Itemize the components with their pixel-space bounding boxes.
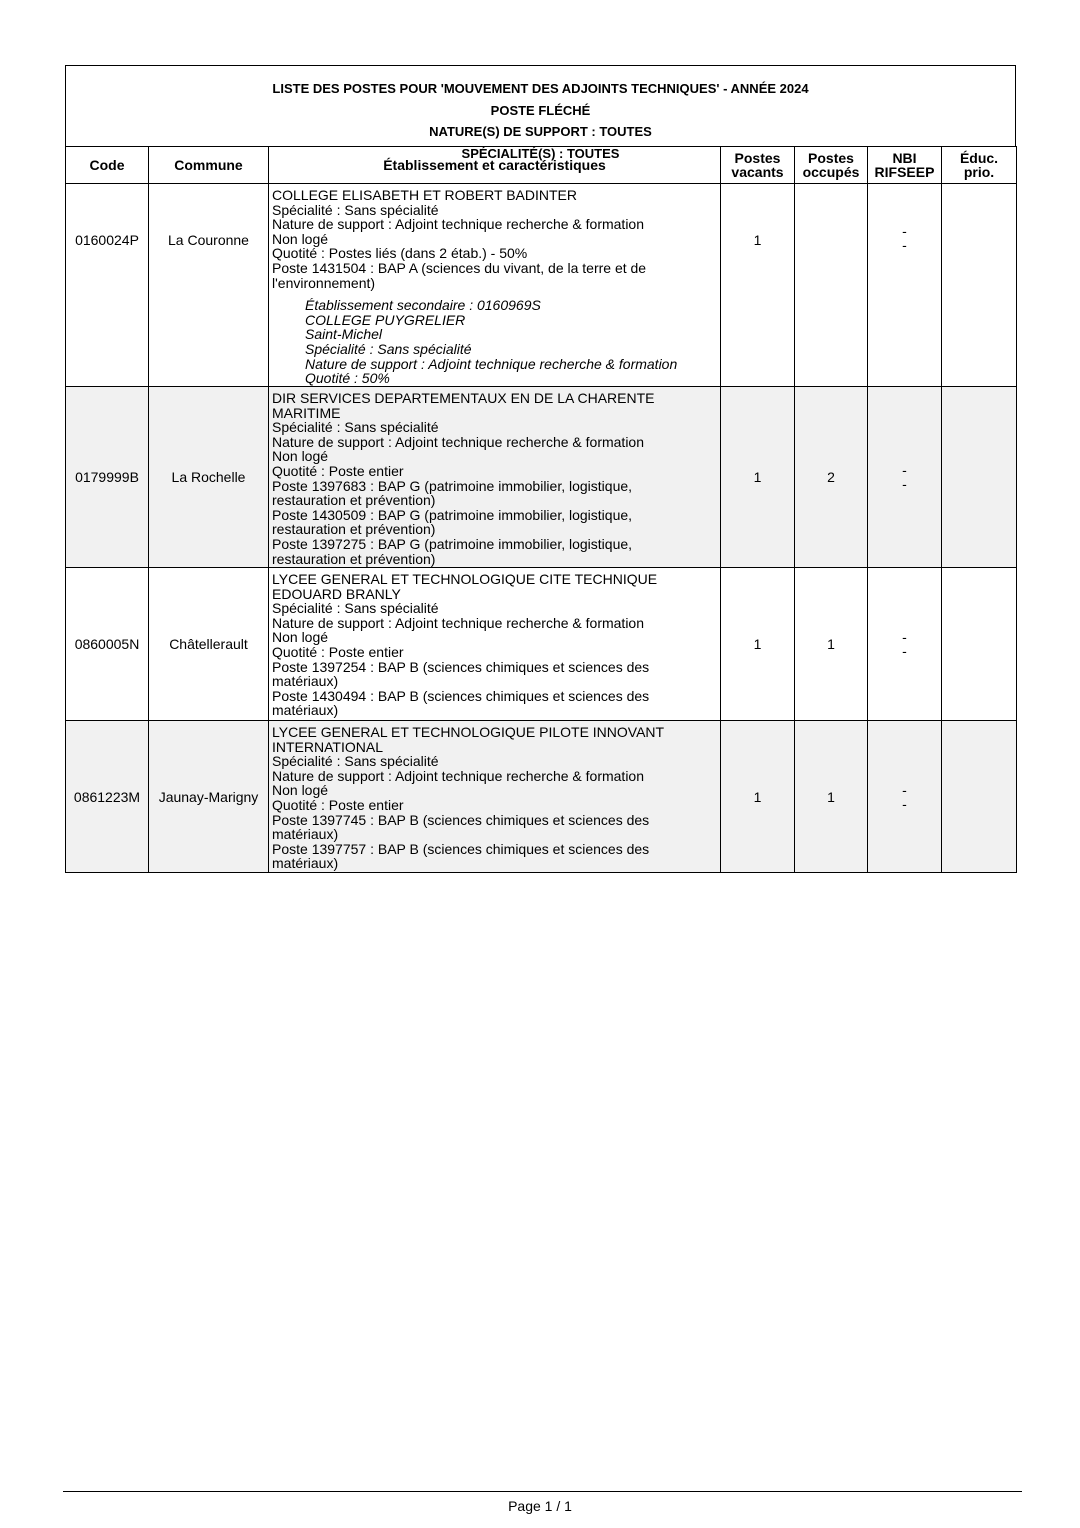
col-header-educ-l1: Éduc. xyxy=(959,150,999,166)
col-header-educ xyxy=(942,147,1017,184)
secondary-line: Établissement secondaire : 0160969S xyxy=(305,297,541,314)
cell-code: 0861223M xyxy=(66,721,149,873)
etab-line: restauration et prévention) xyxy=(272,492,436,509)
etab-line: restauration et prévention) xyxy=(272,521,436,538)
etab-line: Quotité : Poste entier xyxy=(272,643,404,660)
cell-occupes xyxy=(795,184,868,387)
cell-etablissement xyxy=(269,721,721,873)
cell-nbi-rifseep xyxy=(868,184,942,387)
cell-occupes: 2 xyxy=(795,387,868,568)
page-number: Page 1 / 1 xyxy=(508,1498,572,1514)
table-row xyxy=(66,721,1017,873)
etab-line: COLLEGE ELISABETH ET ROBERT BADINTER xyxy=(272,187,577,203)
cell-etablissement xyxy=(269,387,721,568)
col-header-code: Code xyxy=(66,147,149,184)
cell-vacants: 1 xyxy=(721,184,795,387)
cell-code: 0160024P xyxy=(66,184,149,387)
header-support: NATURE(S) DE SUPPORT : TOUTES xyxy=(429,124,652,139)
cell-educ-prio xyxy=(942,721,1017,873)
secondary-line: Quotité : 50% xyxy=(305,370,390,387)
etab-line: matériaux) xyxy=(272,855,339,872)
etab-line: Poste 1430509 : BAP G (patrimoine immobilier, logistique, xyxy=(272,506,633,523)
header-title: LISTE DES POSTES POUR 'MOUVEMENT DES ADJOINTS TECHNIQUES' - ANNÉE 2024 xyxy=(272,81,809,96)
etab-line: Poste 1430494 : BAP B (sciences chimiques et sciences des xyxy=(272,687,650,704)
col-header-educ-l2: prio. xyxy=(963,164,995,180)
etab-line: Non logé xyxy=(272,629,329,646)
etab-line: Nature de support : Adjoint technique recherche & formation xyxy=(272,614,644,631)
col-header-vacants-l2: vacants xyxy=(731,164,784,180)
etab-line: matériaux) xyxy=(272,826,339,843)
table-row xyxy=(66,184,1017,387)
etab-line: INTERNATIONAL xyxy=(272,738,383,755)
nbi-value: - xyxy=(902,781,907,798)
cell-occupes: 1 xyxy=(795,721,868,873)
cell-commune: La Rochelle xyxy=(149,387,269,568)
secondary-establishment xyxy=(272,298,714,386)
col-header-occupes-l1: Postes xyxy=(808,150,854,166)
etab-line: Poste 1397254 : BAP B (sciences chimiques et sciences des xyxy=(272,658,650,675)
etab-line: Non logé xyxy=(272,782,329,799)
cell-code: 0179999B xyxy=(66,387,149,568)
col-header-vacants-l1: Postes xyxy=(734,150,781,166)
cell-nbi-rifseep xyxy=(868,721,942,873)
secondary-line: Spécialité : Sans spécialité xyxy=(305,340,472,357)
cell-etablissement xyxy=(269,184,721,387)
etab-line: Quotité : Poste entier xyxy=(272,796,404,813)
etab-line: Nature de support : Adjoint technique recherche & formation xyxy=(272,767,644,784)
etab-line: Spécialité : Sans spécialité xyxy=(272,419,439,436)
col-header-occupes-l2: occupés xyxy=(802,164,860,180)
cell-vacants: 1 xyxy=(721,721,795,873)
etab-line: Nature de support : Adjoint technique recherche & formation xyxy=(272,433,644,450)
etab-line: l'environnement) xyxy=(272,274,376,291)
etab-line: Spécialité : Sans spécialité xyxy=(272,600,439,617)
cell-commune: Jaunay-Marigny xyxy=(149,721,269,873)
etab-line: Non logé xyxy=(272,230,329,247)
etab-line: Spécialité : Sans spécialité xyxy=(272,753,439,770)
secondary-line: Nature de support : Adjoint technique recherche & formation xyxy=(305,355,678,372)
etab-line: restauration et prévention) xyxy=(272,550,436,567)
cell-educ-prio xyxy=(942,387,1017,568)
etab-line: Nature de support : Adjoint technique recherche & formation xyxy=(272,216,644,233)
etab-line: MARITIME xyxy=(272,404,341,421)
col-header-commune: Commune xyxy=(149,147,269,184)
nbi-value: - xyxy=(902,629,907,645)
etab-line: Poste 1397683 : BAP G (patrimoine immobilier, logistique, xyxy=(272,477,633,494)
etab-line: Quotité : Poste entier xyxy=(272,462,404,479)
cell-educ-prio xyxy=(942,184,1017,387)
header-subtitle: POSTE FLÉCHÉ xyxy=(490,102,591,118)
secondary-line: Saint-Michel xyxy=(305,326,383,343)
etab-line: matériaux) xyxy=(272,673,339,690)
nbi-value: - xyxy=(902,462,907,478)
table-row xyxy=(66,568,1017,721)
rifseep-value: - xyxy=(902,643,907,659)
rifseep-value: - xyxy=(902,476,907,492)
table-row xyxy=(66,387,1017,568)
etab-line: Spécialité : Sans spécialité xyxy=(272,201,439,218)
rifseep-value: - xyxy=(902,795,907,812)
cell-educ-prio xyxy=(942,568,1017,721)
etab-line: Non logé xyxy=(272,448,329,465)
etab-line: Poste 1397745 : BAP B (sciences chimiques et sciences des xyxy=(272,811,650,828)
postes-table xyxy=(65,146,1017,873)
cell-nbi-rifseep xyxy=(868,387,942,568)
nbi-value: - xyxy=(902,223,907,239)
cell-vacants: 1 xyxy=(721,387,795,568)
col-header-nbi xyxy=(868,147,942,184)
col-header-nbi-l2: RIFSEEP xyxy=(874,164,935,180)
document-page xyxy=(65,65,1016,873)
col-header-occupes xyxy=(795,147,868,184)
etab-line: Poste 1397757 : BAP B (sciences chimiques et sciences des xyxy=(272,840,650,857)
etab-line: LYCEE GENERAL ET TECHNOLOGIQUE CITE TECHNIQUE xyxy=(272,571,658,587)
col-header-nbi-l1: NBI xyxy=(892,150,917,166)
cell-occupes: 1 xyxy=(795,568,868,721)
etab-line: Poste 1397275 : BAP G (patrimoine immobilier, logistique, xyxy=(272,535,633,552)
col-header-etablissement: Établissement et caractéristiques xyxy=(269,147,721,184)
cell-commune: La Couronne xyxy=(149,184,269,387)
cell-nbi-rifseep xyxy=(868,568,942,721)
col-header-vacants xyxy=(721,147,795,184)
rifseep-value: - xyxy=(902,237,907,253)
etab-line: matériaux) xyxy=(272,702,339,719)
etab-line: DIR SERVICES DEPARTEMENTAUX EN DE LA CHARENTE xyxy=(272,390,655,406)
footer-divider xyxy=(63,1491,1022,1492)
etab-line: Quotité : Postes liés (dans 2 étab.) - 50% xyxy=(272,245,528,262)
cell-commune: Châtellerault xyxy=(149,568,269,721)
secondary-line: COLLEGE PUYGRELIER xyxy=(305,311,466,328)
etab-line: LYCEE GENERAL ET TECHNOLOGIQUE PILOTE INNOVANT xyxy=(272,724,665,740)
cell-vacants: 1 xyxy=(721,568,795,721)
etab-line: Poste 1431504 : BAP A (sciences du vivant, de la terre et de xyxy=(272,259,647,276)
cell-code: 0860005N xyxy=(66,568,149,721)
cell-etablissement xyxy=(269,568,721,721)
etab-line: EDOUARD BRANLY xyxy=(272,585,401,602)
header-specialite: SPÉCIALITÉ(S) : TOUTES xyxy=(461,145,620,161)
